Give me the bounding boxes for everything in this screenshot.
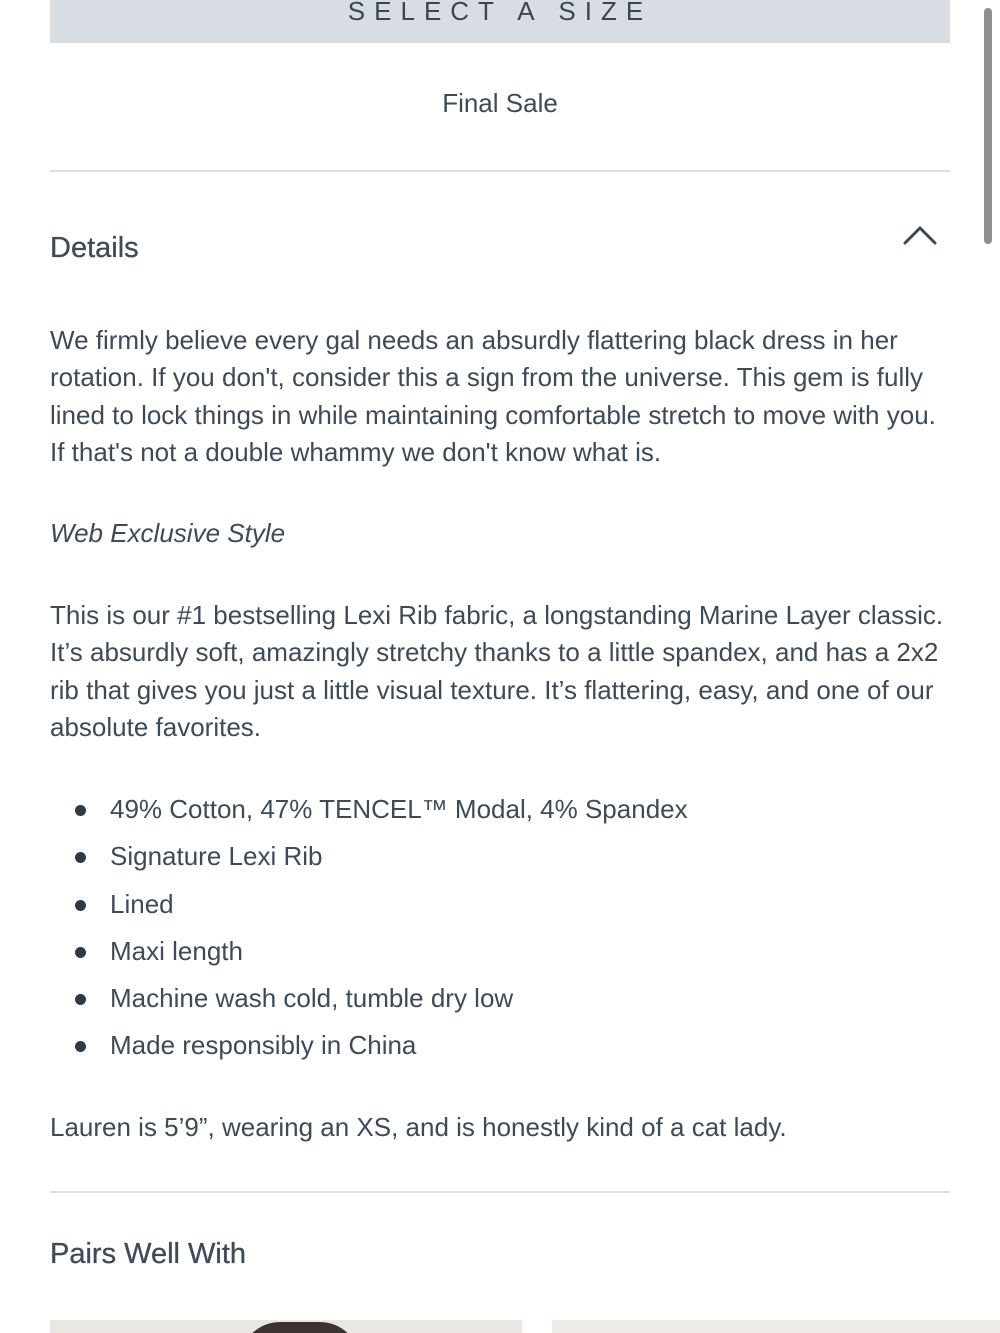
feature-text: Signature Lexi Rib: [110, 841, 323, 872]
feature-text: Made responsibly in China: [110, 1030, 417, 1061]
list-item: [50, 884, 950, 931]
bullet-icon: [75, 994, 86, 1005]
divider: [50, 170, 950, 172]
fabric-description: This is our #1 bestselling Lexi Rib fabric, a longstanding Marine Layer classic. It’s absurdly soft, amazingly stretchy thanks to a little spandex, and has a 2x2 rib that gives you just a little visual texture. It’s flattering, easy, and one of our absolute favorites.: [50, 600, 944, 742]
divider: [50, 1191, 950, 1193]
list-item: [50, 978, 950, 1025]
model-size-note: Lauren is 5’9”, wearing an XS, and is honestly kind of a cat lady.: [50, 1112, 787, 1142]
bullet-icon: [75, 852, 86, 863]
bullet-icon: [75, 900, 86, 911]
list-item: [50, 836, 950, 883]
select-size-button[interactable]: SELECT A SIZE: [50, 0, 950, 43]
chevron-up-icon[interactable]: [898, 216, 942, 250]
feature-text: Lined: [110, 888, 174, 919]
product-image: [240, 1322, 360, 1333]
list-item: [50, 789, 950, 836]
product-card-image[interactable]: [552, 1320, 1000, 1333]
feature-list: [50, 789, 950, 1073]
list-item: [50, 1025, 950, 1072]
bullet-icon: [75, 805, 86, 816]
pairs-well-with-heading: Pairs Well With: [50, 1238, 247, 1270]
feature-text: Machine wash cold, tumble dry low: [110, 983, 514, 1014]
web-exclusive-note: Web Exclusive Style: [50, 518, 286, 548]
scrollbar[interactable]: [984, 8, 992, 244]
product-card-image[interactable]: [50, 1320, 522, 1333]
bullet-icon: [75, 947, 86, 958]
bullet-icon: [75, 1041, 86, 1052]
product-description: We firmly believe every gal needs an absurdly flattering black dress in her rotation. If you don't, consider this a sign from the universe. This gem is fully lined to lock things in while maintaining comfortable stretch to move with you. If that's not a double whammy we don't know what is.: [50, 325, 936, 467]
final-sale-label: Final Sale: [442, 88, 558, 118]
list-item: [50, 931, 950, 978]
feature-text: Maxi length: [110, 935, 243, 966]
feature-text: 49% Cotton, 47% TENCEL™ Modal, 4% Spandex: [110, 794, 688, 824]
details-heading[interactable]: Details: [50, 232, 139, 264]
